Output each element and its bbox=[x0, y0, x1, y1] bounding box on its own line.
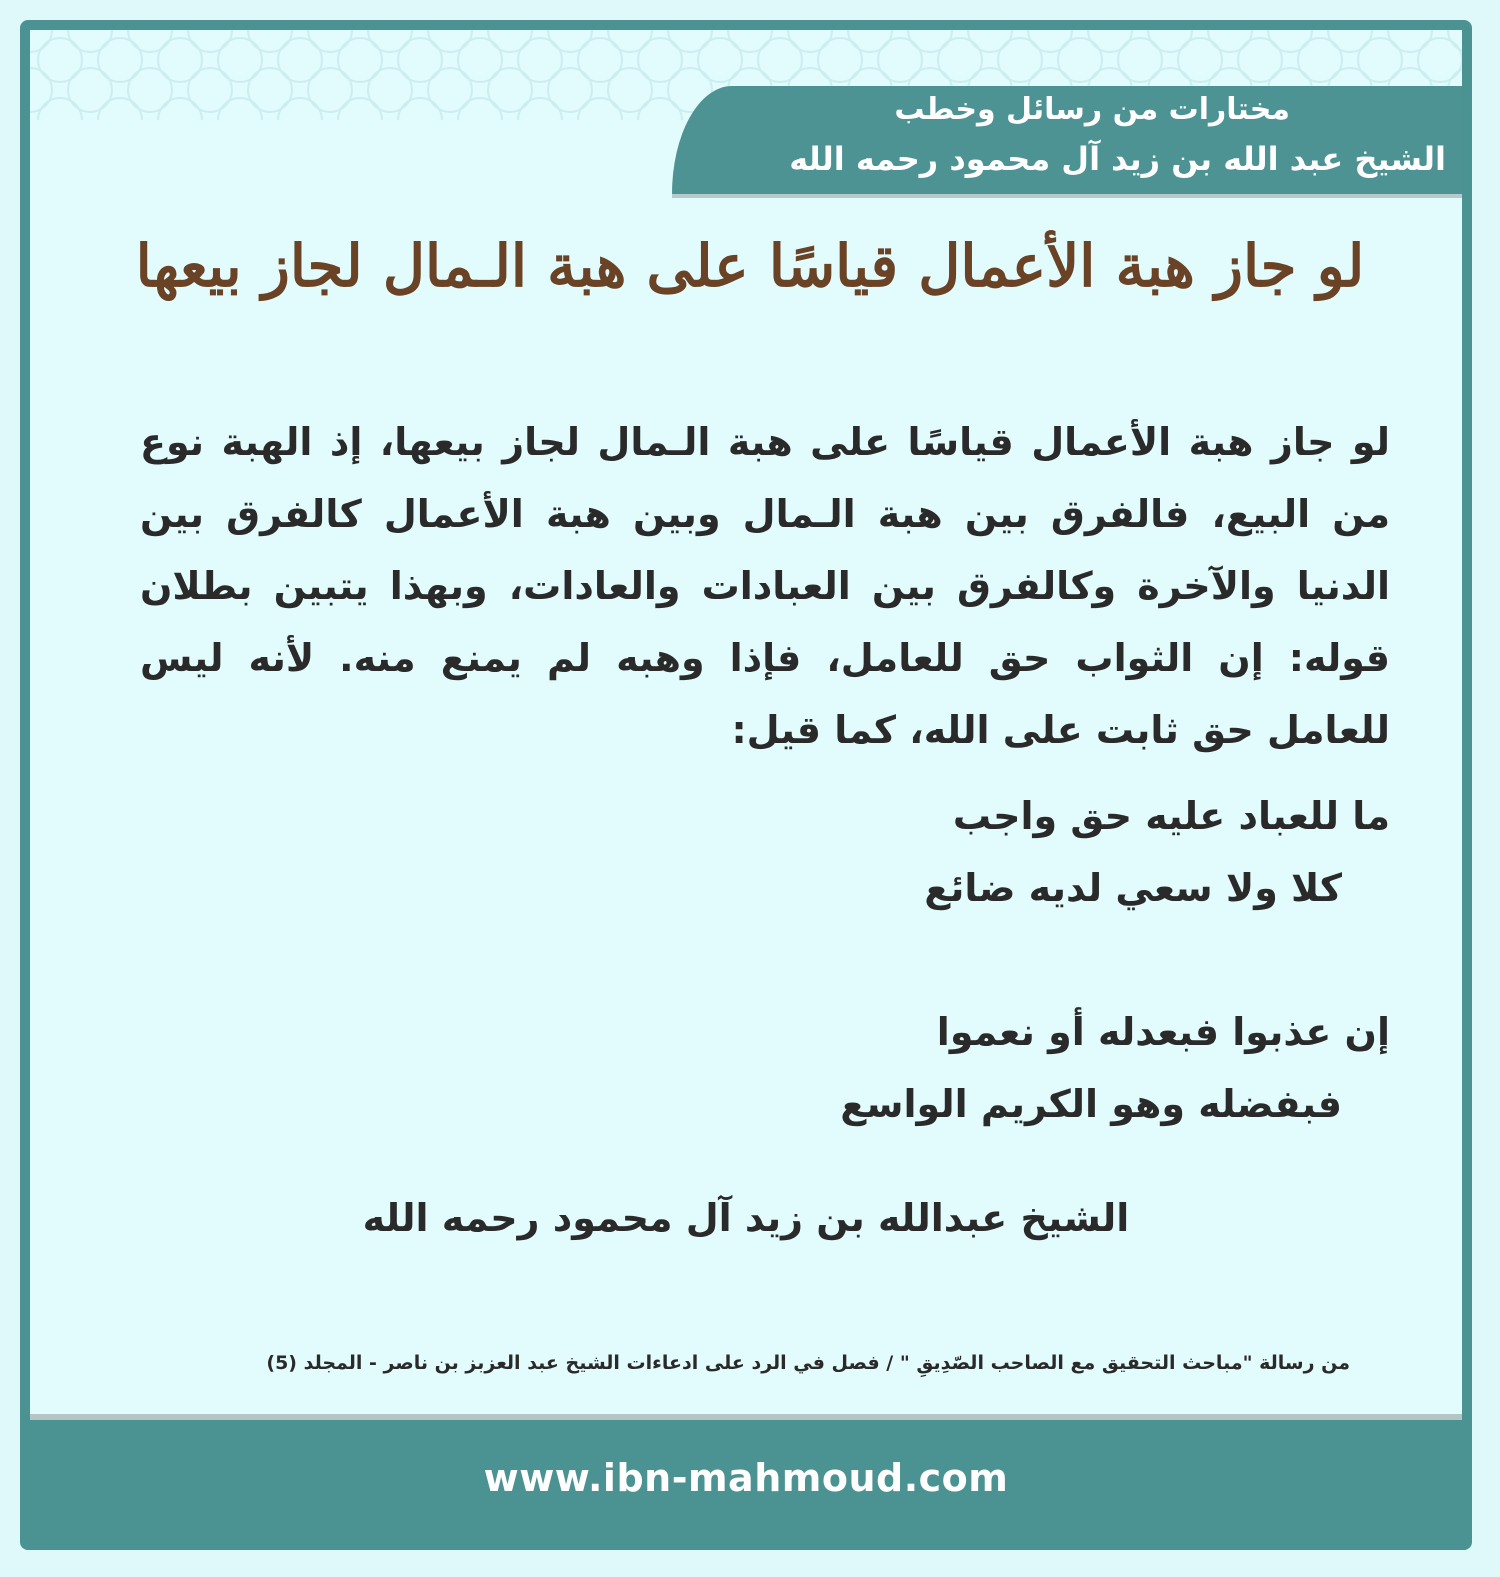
website-link[interactable]: www.ibn-mahmoud.com bbox=[483, 1456, 1009, 1500]
poem-line-1: ما للعباد عليه حق واجب bbox=[952, 794, 1390, 838]
article-title: لو جاز هبة الأعمال قياسًا على هبة الـمال لجاز بيعها bbox=[135, 232, 1365, 300]
article-body: لو جاز هبة الأعمال قياسًا على هبة الـمال لجاز بيعها، إذ الهبة نوع من البيع، فالفرق بين هبة الـمال وبين هبة الأعمال كالفرق بين الدنيا والآخرة وكالفرق بين العبادات والعادات، وبهذا يتبين بطلان قوله: إن الثواب حق للعامل، فإذا وهبه لم يمنع منه. لأنه ليس للعامل حق ثابت على الله، كما قيل: bbox=[140, 420, 1390, 752]
header-subtitle: مختارات من رسائل وخطب bbox=[894, 92, 1290, 127]
content-panel bbox=[30, 30, 1462, 1418]
header-banner bbox=[672, 86, 1462, 194]
poem-line-4: فبفضله وهو الكريم الواسع bbox=[840, 1082, 1342, 1126]
source-citation: من رسالة "مباحث التحقيق مع الصاحب الصّدِيقِ " / فصل في الرد على ادعاءات الشيخ عبد العزبز بن ناصر - المجلد (5) bbox=[266, 1352, 1350, 1374]
signature: الشيخ عبدالله بن زيد آل محمود رحمه الله bbox=[362, 1196, 1130, 1240]
poem-line-2: كلا ولا سعي لديه ضائع bbox=[924, 866, 1342, 910]
footer-divider bbox=[30, 1414, 1462, 1420]
header-author: الشيخ عبد الله بن زيد آل محمود رحمه الله bbox=[789, 140, 1446, 178]
poem-line-3: إن عذبوا فبعدله أو نعموا bbox=[936, 1010, 1390, 1054]
